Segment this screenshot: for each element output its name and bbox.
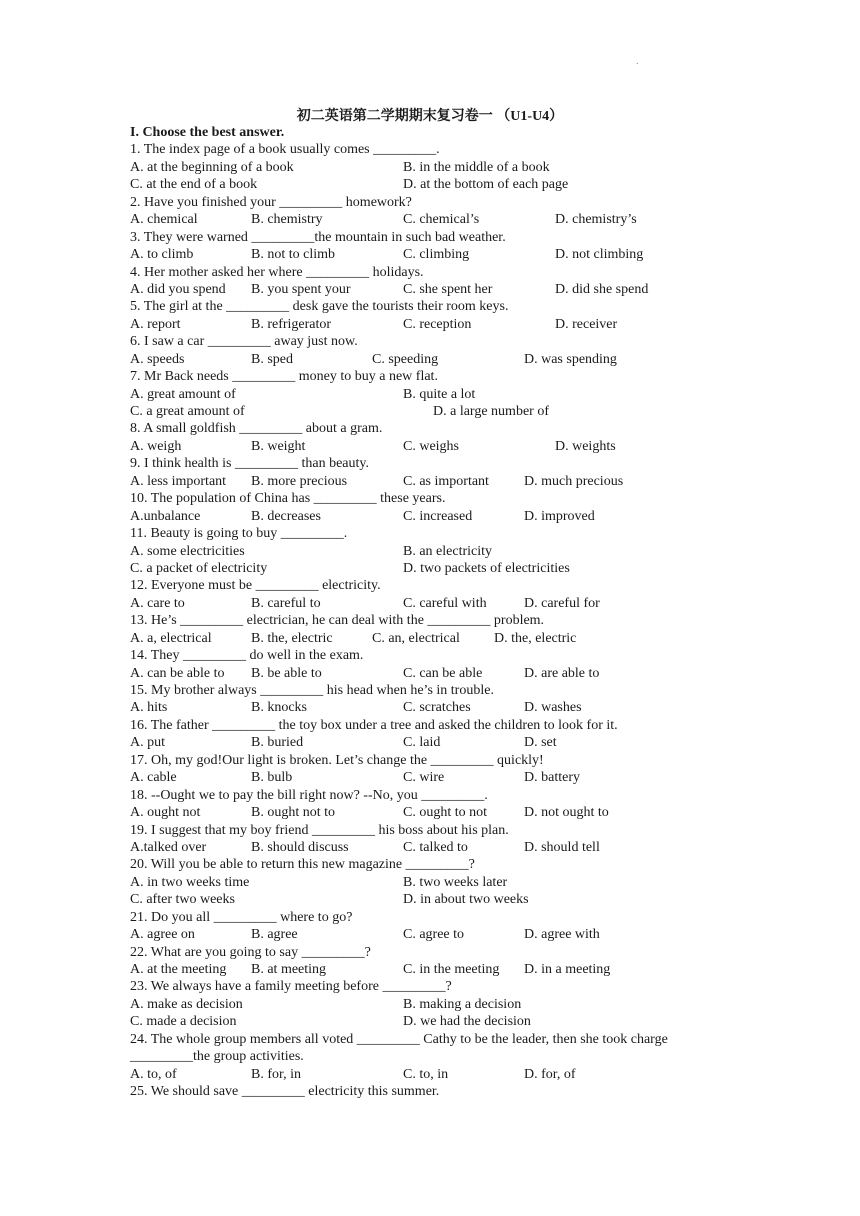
answer-options-row	[130, 1013, 740, 1030]
answer-options-row	[130, 595, 740, 612]
answer-options-row	[130, 699, 740, 716]
answer-option: D. weights	[555, 438, 616, 454]
answer-option: C. scratches	[403, 700, 471, 716]
answer-option: A. can be able to	[130, 665, 225, 681]
answer-options-row	[130, 473, 740, 490]
answer-option: B. you spent your	[251, 281, 351, 297]
answer-option: B. decreases	[251, 508, 321, 524]
answer-option: A.talked over	[130, 839, 207, 855]
answer-option: B. buried	[251, 735, 304, 751]
answer-options-row	[130, 734, 740, 751]
answer-option: B. refrigerator	[251, 316, 332, 332]
answer-option: B. at meeting	[251, 962, 327, 977]
answer-option: B. the, electric	[251, 630, 333, 646]
page-title: 初二英语第二学期期末复习卷一 （U1-U4）	[296, 109, 564, 124]
question-text: 2. Have you finished your _________ homework?	[130, 194, 412, 210]
answer-option: C. an, electrical	[372, 630, 460, 646]
answer-option: D. careful for	[524, 595, 600, 611]
answer-option: D. did she spend	[555, 281, 649, 297]
answer-option: A. some electricities	[130, 543, 245, 559]
answer-option: B. two weeks later	[403, 874, 508, 890]
answer-options-row	[130, 630, 740, 647]
answer-options-row	[130, 351, 740, 368]
answer-options-row	[130, 508, 740, 525]
answer-option: B. more precious	[251, 473, 348, 489]
answer-options-row	[130, 438, 740, 455]
answer-option: C. reception	[403, 316, 472, 332]
answer-option: A. agree on	[130, 927, 195, 943]
answer-option: B. should discuss	[251, 839, 349, 855]
answer-option: D. two packets of electricities	[403, 560, 570, 576]
answer-options-row	[130, 403, 740, 420]
answer-option: D. in a meeting	[524, 962, 611, 977]
answer-option: D. was spending	[524, 351, 617, 367]
answer-option: A. cable	[130, 770, 177, 786]
answer-option: C. speeding	[372, 351, 439, 367]
answer-option: C. after two weeks	[130, 892, 235, 908]
question-text: 9. I think health is _________ than beauty.	[130, 456, 369, 472]
answer-option: C. climbing	[403, 247, 470, 263]
answer-option: B. in the middle of a book	[403, 159, 550, 175]
answer-option: A. at the meeting	[130, 962, 227, 977]
answer-options-row	[130, 804, 740, 821]
answer-option: C. talked to	[403, 839, 468, 855]
answer-option: C. a great amount of	[130, 404, 245, 419]
question-text: 6. I saw a car _________ away just now.	[130, 334, 358, 350]
answer-option: B. quite a lot	[403, 386, 476, 402]
answer-option: C. as important	[403, 473, 489, 489]
answer-options-row	[130, 839, 740, 856]
answer-option: C. weighs	[403, 438, 459, 454]
answer-option: C. in the meeting	[403, 962, 500, 977]
answer-option: B. not to climb	[251, 247, 335, 263]
answer-options-row	[130, 281, 740, 298]
answer-option: C. made a decision	[130, 1014, 237, 1030]
answer-option: A. care to	[130, 595, 185, 611]
answer-option: B. knocks	[251, 700, 307, 716]
answer-option: A.unbalance	[130, 508, 201, 524]
answer-option: C. she spent her	[403, 281, 493, 297]
answer-option: D. agree with	[524, 927, 600, 943]
answer-options-row	[130, 159, 740, 176]
answer-options-row	[130, 665, 740, 682]
answer-option: D. washes	[524, 700, 582, 716]
answer-options-row	[130, 926, 740, 943]
answer-options-row	[130, 874, 740, 891]
answer-option: A. make as decision	[130, 996, 243, 1012]
answer-options-row	[130, 560, 740, 577]
answer-option: D. receiver	[555, 316, 618, 332]
answer-option: C. careful with	[403, 595, 487, 611]
answer-options-row	[130, 1066, 740, 1083]
answer-option: C. laid	[403, 735, 441, 751]
answer-option: C. can be able	[403, 665, 483, 681]
answer-option: D. should tell	[524, 839, 600, 855]
answer-option: A. to, of	[130, 1066, 177, 1082]
answer-option: C. to, in	[403, 1066, 449, 1082]
answer-option: D. a large number of	[433, 404, 549, 419]
answer-option: A. hits	[130, 700, 168, 716]
answer-option: D. we had the decision	[403, 1014, 531, 1030]
answer-option: D. in about two weeks	[403, 892, 529, 908]
answer-option: A. report	[130, 316, 181, 332]
answer-option: A. to climb	[130, 247, 194, 263]
answer-options-row	[130, 891, 740, 908]
question-text: 4. Her mother asked her where _________ holidays.	[130, 264, 424, 280]
answer-option: C. agree to	[403, 927, 465, 943]
question-text: 24. The whole group members all voted _________ Cathy to be the leader, then she took charge	[130, 1031, 668, 1047]
question-text: 15. My brother always _________ his head when he’s in trouble.	[130, 683, 494, 698]
question-text: 3. They were warned _________the mountain in such bad weather.	[130, 229, 506, 245]
question-text: 22. What are you going to say _________?	[130, 944, 371, 960]
answer-option: D. the, electric	[494, 630, 577, 646]
question-text: 11. Beauty is going to buy _________.	[130, 526, 348, 542]
question-text: 21. Do you all _________ where to go?	[130, 909, 353, 925]
answer-option: D. not ought to	[524, 805, 609, 821]
question-text: 16. The father _________ the toy box under a tree and asked the children to look for it.	[130, 717, 618, 733]
answer-option: B. an electricity	[403, 543, 493, 559]
question-text: 12. Everyone must be _________ electricity.	[130, 578, 381, 594]
question-text: 23. We always have a family meeting before _________?	[130, 979, 452, 995]
answer-option: A. less important	[130, 473, 227, 489]
answer-option: A. ought not	[130, 805, 201, 821]
question-text: 14. They _________ do well in the exam.	[130, 648, 364, 664]
answer-option: D. not climbing	[555, 247, 644, 263]
answer-option: C. increased	[403, 508, 473, 524]
answer-option: A. at the beginning of a book	[130, 159, 294, 175]
answer-options-row	[130, 386, 740, 403]
question-text: 25. We should save _________ electricity this summer.	[130, 1084, 440, 1100]
question-text: 19. I suggest that my boy friend _________ his boss about his plan.	[130, 822, 509, 838]
answer-option: A. did you spend	[130, 281, 226, 297]
question-text: 18. --Ought we to pay the bill right now? --No, you _________.	[130, 787, 488, 803]
answer-options-row	[130, 176, 740, 193]
answer-options-row	[130, 316, 740, 333]
answer-option: A. chemical	[130, 212, 198, 228]
answer-options-row	[130, 543, 740, 560]
answer-option: B. for, in	[251, 1066, 301, 1082]
answer-option: B. be able to	[251, 665, 322, 681]
question-text: 5. The girl at the _________ desk gave the tourists their room keys.	[130, 299, 509, 315]
question-text: 1. The index page of a book usually comes _________.	[130, 142, 440, 158]
answer-option: D. at the bottom of each page	[403, 177, 569, 193]
question-list	[130, 124, 740, 1101]
answer-option: B. careful to	[251, 595, 321, 611]
answer-option: D. are able to	[524, 665, 600, 681]
answer-option: A. great amount of	[130, 386, 236, 402]
answer-option: D. improved	[524, 508, 595, 524]
question-text: _________the group activities.	[130, 1049, 304, 1065]
answer-option: C. wire	[403, 770, 445, 786]
answer-options-row	[130, 996, 740, 1013]
answer-option: C. a packet of electricity	[130, 560, 268, 576]
answer-option: B. weight	[251, 438, 306, 454]
question-text: 20. Will you be able to return this new magazine _________?	[130, 857, 475, 873]
section-heading: I. Choose the best answer.	[130, 125, 285, 140]
question-text: 13. He’s _________ electrician, he can deal with the _________ problem.	[130, 613, 545, 629]
question-text: 10. The population of China has _________ these years.	[130, 491, 446, 507]
page-mark: .	[636, 56, 639, 67]
answer-option: B. agree	[251, 927, 298, 943]
answer-option: B. chemistry	[251, 212, 323, 228]
question-text: 7. Mr Back needs _________ money to buy a new flat.	[130, 369, 438, 385]
answer-option: A. a, electrical	[130, 630, 212, 646]
answer-option: D. battery	[524, 770, 580, 786]
answer-options-row	[130, 211, 740, 228]
answer-option: C. ought to not	[403, 805, 488, 821]
answer-option: C. chemical’s	[403, 212, 480, 228]
answer-option: A. speeds	[130, 351, 185, 367]
answer-option: D. chemistry’s	[555, 212, 637, 228]
answer-option: A. weigh	[130, 438, 182, 454]
answer-option: D. much precious	[524, 473, 624, 489]
question-text: 8. A small goldfish _________ about a gram.	[130, 421, 383, 437]
answer-option: D. set	[524, 735, 557, 751]
answer-options-row	[130, 961, 740, 978]
answer-option: B. ought not to	[251, 805, 336, 821]
question-text: 17. Oh, my god!Our light is broken. Let’s change the _________ quickly!	[130, 752, 544, 768]
answer-option: B. making a decision	[403, 996, 522, 1012]
answer-option: B. bulb	[251, 770, 293, 786]
answer-option: A. in two weeks time	[130, 874, 250, 890]
answer-options-row	[130, 246, 740, 263]
answer-options-row	[130, 769, 740, 786]
answer-option: D. for, of	[524, 1066, 576, 1082]
answer-option: B. sped	[251, 351, 293, 367]
answer-option: C. at the end of a book	[130, 177, 258, 193]
answer-option: A. put	[130, 735, 165, 751]
